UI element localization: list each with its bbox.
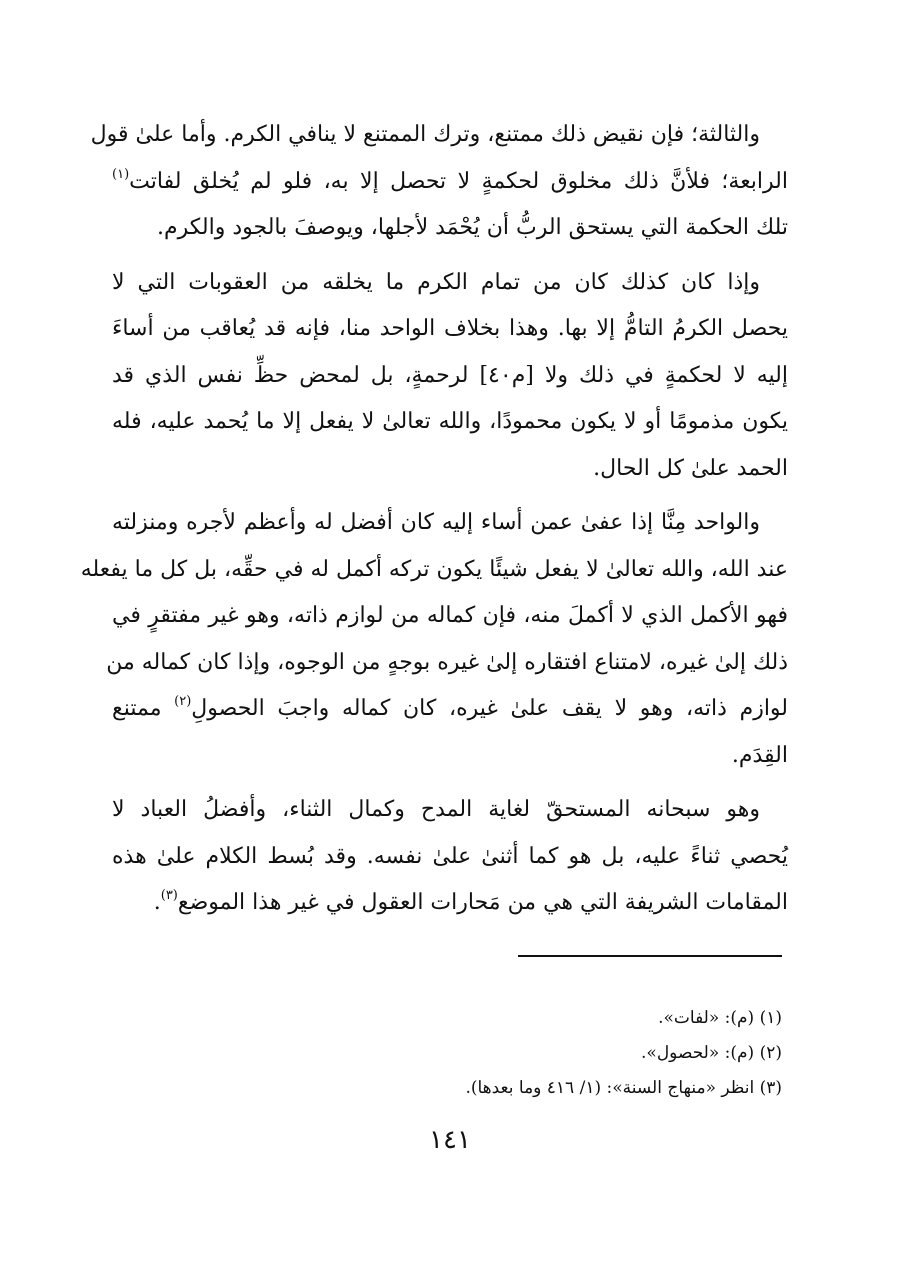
footnote-3: (٣) انظر «منهاج السنة»: (١/ ٤١٦ وما بعدها). [465, 1078, 782, 1098]
footnote-2: (٢) (م): «لحصول». [641, 1043, 782, 1063]
main-text [80, 112, 789, 935]
line-text: يكون مذمومًا أو لا يكون محمودًا، والله تعالىٰ لا يفعل إلا ما يُحمد عليه، فله [112, 409, 788, 434]
line-text: يحصل الكرمُ التامُّ إلا بها. وهذا بخلاف الواحد منا، فإنه قد يُعاقب من أساءَ [112, 316, 788, 341]
line-text: عند الله، والله تعالىٰ لا يفعل شيئًا يكون تركه أكمل له في حقِّه، بل كل ما يفعله [80, 556, 788, 582]
paragraph [80, 500, 789, 779]
line-text: المقامات الشريفة التي هي من مَحارات العقول في غير هذا الموضع [177, 890, 788, 915]
line-text: لوازم ذاته، وهو لا يقف علىٰ غيره، كان كماله واجبَ الحصولِ [191, 696, 789, 721]
text-line [112, 399, 788, 446]
text-line [112, 353, 788, 400]
paragraph [112, 787, 788, 927]
footnote-divider [518, 955, 782, 957]
line-text: يُحصي ثناءً عليه، بل هو كما أثنىٰ علىٰ نفسه. وقد بُسط الكلام علىٰ هذه [112, 843, 788, 869]
line-text: القِدَم. [731, 742, 788, 768]
text-line [112, 880, 788, 927]
text-line [112, 787, 788, 834]
line-text: إليه لا لحكمةٍ في ذلك ولا [م٤٠] لرحمةٍ، بل لمحض حظِّ نفس الذي قد [112, 362, 788, 388]
text-line [112, 446, 788, 493]
paragraph [90, 112, 788, 252]
text-line [112, 733, 788, 780]
line-text: وإذا كان كذلك كان من تمام الكرم ما يخلقه من العقوبات التي لا [112, 269, 760, 295]
line-text: والواحد مِنَّا إذا عفىٰ عمن أساء إليه كان أفضل له وأعظم لأجره ومنزلته [112, 510, 760, 535]
text-line [112, 500, 788, 547]
footnote-ref: (٢) [174, 694, 192, 709]
page-number: ١٤١ [429, 1125, 471, 1155]
text-line [112, 593, 788, 640]
text-line [80, 547, 788, 594]
line-text: ذلك إلىٰ غيره، لامتناع افتقاره إلىٰ غيره بوجهٍ من الوجوه، وإذا كان كماله من [106, 649, 788, 675]
text-line [106, 640, 788, 687]
footnote-1: (١) (م): «لفات». [658, 1008, 782, 1028]
text-line [112, 306, 788, 353]
text-line [112, 205, 788, 252]
text-line [112, 834, 788, 881]
line-text: الرابعة؛ فلأنَّ ذلك مخلوق لحكمةٍ لا تحصل إلا به، فلو لم يُخلق لفاتت [129, 168, 788, 194]
line-text: فهو الأكمل الذي لا أكملَ منه، فإن كماله من لوازم ذاته، وهو غير مفتقرٍ في [112, 603, 788, 628]
paragraph [112, 260, 788, 493]
line-text: وهو سبحانه المستحقّ لغاية المدح وكمال الثناء، وأفضلُ العباد لا [112, 797, 760, 822]
footnote-ref: (١) [112, 166, 130, 182]
line-text: الحمد علىٰ كل الحال. [593, 455, 788, 481]
line-text: والثالثة؛ فإن نقيض ذلك ممتنع، وترك الممتنع لا ينافي الكرم. وأما علىٰ قول [90, 122, 760, 147]
text-line [112, 686, 788, 733]
text-line [112, 159, 788, 206]
text-line [112, 260, 788, 307]
line-text: . [153, 890, 161, 915]
footnote-ref: (٣) [160, 888, 178, 903]
line-text: تلك الحكمة التي يستحق الربُّ أن يُحْمَد لأجلها، ويوصفَ بالجود والكرم. [157, 215, 788, 240]
text-line [90, 112, 788, 159]
line-text: ممتنع [112, 696, 175, 721]
